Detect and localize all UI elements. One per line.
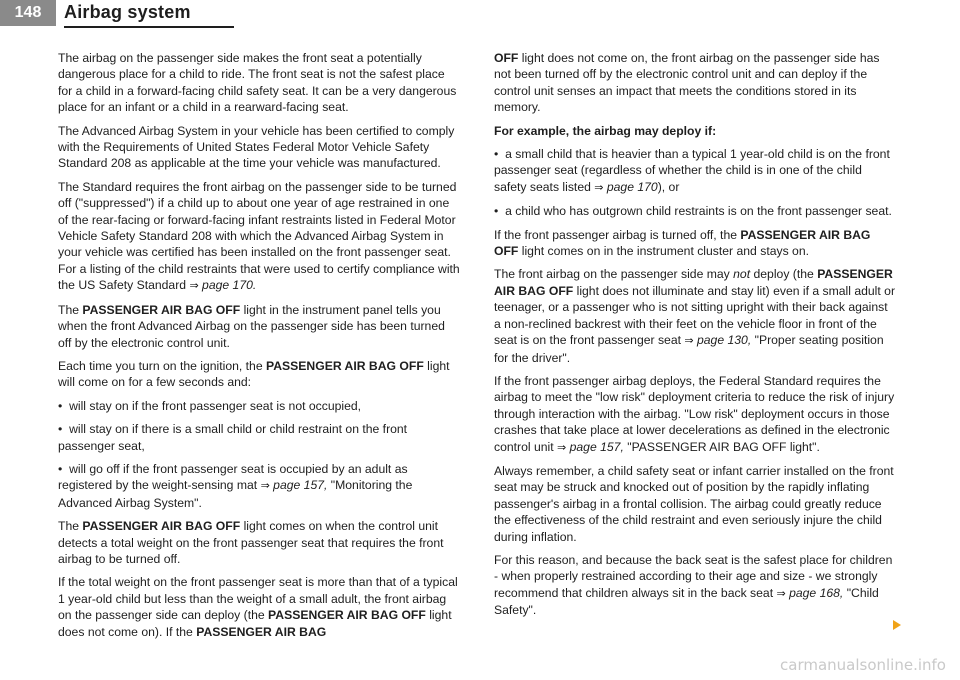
page-reference-link[interactable]: page 170 (606, 179, 658, 194)
bullet-icon: • (58, 422, 63, 437)
paragraph: If the front passenger airbag is turned off, the PASSENGER AIR BAG OFF light comes on in the instrument cluster and stays on. (494, 227, 871, 259)
page-reference-link[interactable]: page 157, (273, 478, 328, 493)
arrow-icon: ⇒ (684, 334, 694, 348)
paragraph: Always remember, a child safety seat or infant carrier installed on the front seat may be struck and knocked out of position by the rapidly inflating passenger's airbag in a frontal collision. The airbag could greatly reduce the effectiveness of the child restraint and even seriously injure the child during inflation. (494, 463, 894, 544)
paragraph: The Advanced Airbag System in your vehicle has been certified to comply with the Requirements of United States Federal Motor Vehicle Safety Standard 208 as applicable at the time your vehicle was manufactured. (58, 123, 455, 171)
section-title: Airbag system (64, 2, 191, 22)
page-reference-link[interactable]: page 170. (202, 278, 257, 293)
bullet-icon: • (494, 147, 499, 162)
paragraph: Each time you turn on the ignition, the PASSENGER AIR BAG OFF light will come on for a few seconds and: (58, 358, 450, 390)
arrow-icon: ⇒ (189, 279, 199, 293)
bullet-icon: • (494, 204, 499, 219)
page-reference-link[interactable]: page 168, (789, 585, 844, 600)
page-reference-link[interactable]: page 130, (697, 333, 752, 348)
left-column (58, 50, 460, 647)
list-item: • a child who has outgrown child restraints is on the front passenger seat. (494, 204, 892, 219)
list-item: • will stay on if the front passenger seat is not occupied, (58, 398, 362, 413)
paragraph: For this reason, and because the back seat is the safest place for children - when properly restrained according to their age and size - we strongly recommend that children always sit in the back seat ⇒ page 168, "Child Safety". (494, 552, 893, 618)
right-column (494, 50, 896, 626)
list-item: • will stay on if there is a small child or child restraint on the front passenger seat, (58, 422, 408, 453)
paragraph: The airbag on the passenger side makes the front seat a potentially dangerous place for a child to ride. The front seat is not the safest place for a child in a forward-facing child safety seat. It can be a very dangerous place for an infant or a child in a rearward-facing seat. (58, 51, 457, 115)
watermark: carmanualsonline.info (780, 656, 946, 674)
arrow-icon: ⇒ (260, 479, 270, 493)
continue-arrow-icon (893, 620, 901, 630)
paragraph: The PASSENGER AIR BAG OFF light in the instrument panel tells you when the front Advanced Airbag on the passenger side has been turned off by the electronic control unit. (58, 302, 445, 350)
paragraph: If the front passenger airbag deploys, the Federal Standard requires the airbag to meet the "low risk" deployment criteria to reduce the risk of injury through interaction with the airbag. "Low risk" deployment occurs in those crashes that take place at lower decelerations as defined in the electronic control unit ⇒ page 157, "PASSENGER AIR BAG OFF light". (494, 373, 895, 454)
arrow-icon: ⇒ (557, 440, 567, 454)
page-reference-link[interactable]: page 157, (569, 439, 624, 454)
paragraph: The PASSENGER AIR BAG OFF light comes on when the control unit detects a total weight on the front passenger seat that requires the front airbag to be turned off. (58, 519, 444, 566)
paragraph: The Standard requires the front airbag on the passenger side to be turned off ("suppressed") if a child up to about one year of age restrained in one of the rear-facing or forward-facing infant restraints listed in Federal Motor Vehicle Safety Standard 208 with which the Advanced Airbag System in your vehicle was certified has been installed on the front passenger seat. For a listing of the child restraints that were used to certify compliance with the US Safety Standard ⇒ page 170. (58, 179, 460, 293)
paragraph: The front airbag on the passenger side may not deploy (the PASSENGER AIR BAG OFF light does not illuminate and stay lit) even if a small adult or teenager, or a passenger who is not sitting upright with their back against a non-reclined backrest with their feet on the vehicle floor in front of the seat is on the front passenger seat ⇒ page 130, "Proper seating position for the driver". (494, 267, 896, 365)
arrow-icon: ⇒ (594, 180, 604, 194)
page-number: 148 (0, 0, 56, 26)
paragraph: If the total weight on the front passenger seat is more than that of a typical 1 year-old child but less than the weight of a small adult, the front airbag on the passenger side can deploy (the PASSENGER AIR BAG OFF light does not come on). If the PASSENGER AIR BAG (58, 575, 458, 639)
title-underline (64, 26, 234, 28)
bullet-icon: • (58, 398, 63, 413)
paragraph: For example, the airbag may deploy if: (494, 123, 717, 138)
bullet-icon: • (58, 461, 63, 476)
arrow-icon: ⇒ (776, 586, 786, 600)
list-item: • will go off if the front passenger seat is occupied by an adult as registered by the weight-sensing mat ⇒ page 157, "Monitoring the Advanced Airbag System". (58, 461, 413, 510)
paragraph: OFF light does not come on, the front airbag on the passenger side has not been turned off by the electronic control unit and can deploy if the control unit senses an impact that meets the conditions stored in its memory. (494, 51, 880, 115)
list-item: • a small child that is heavier than a typical 1 year-old child is on the front passenger seat (regardless of whether the child is in one of the child safety seats listed ⇒ page 170), or (494, 147, 890, 194)
